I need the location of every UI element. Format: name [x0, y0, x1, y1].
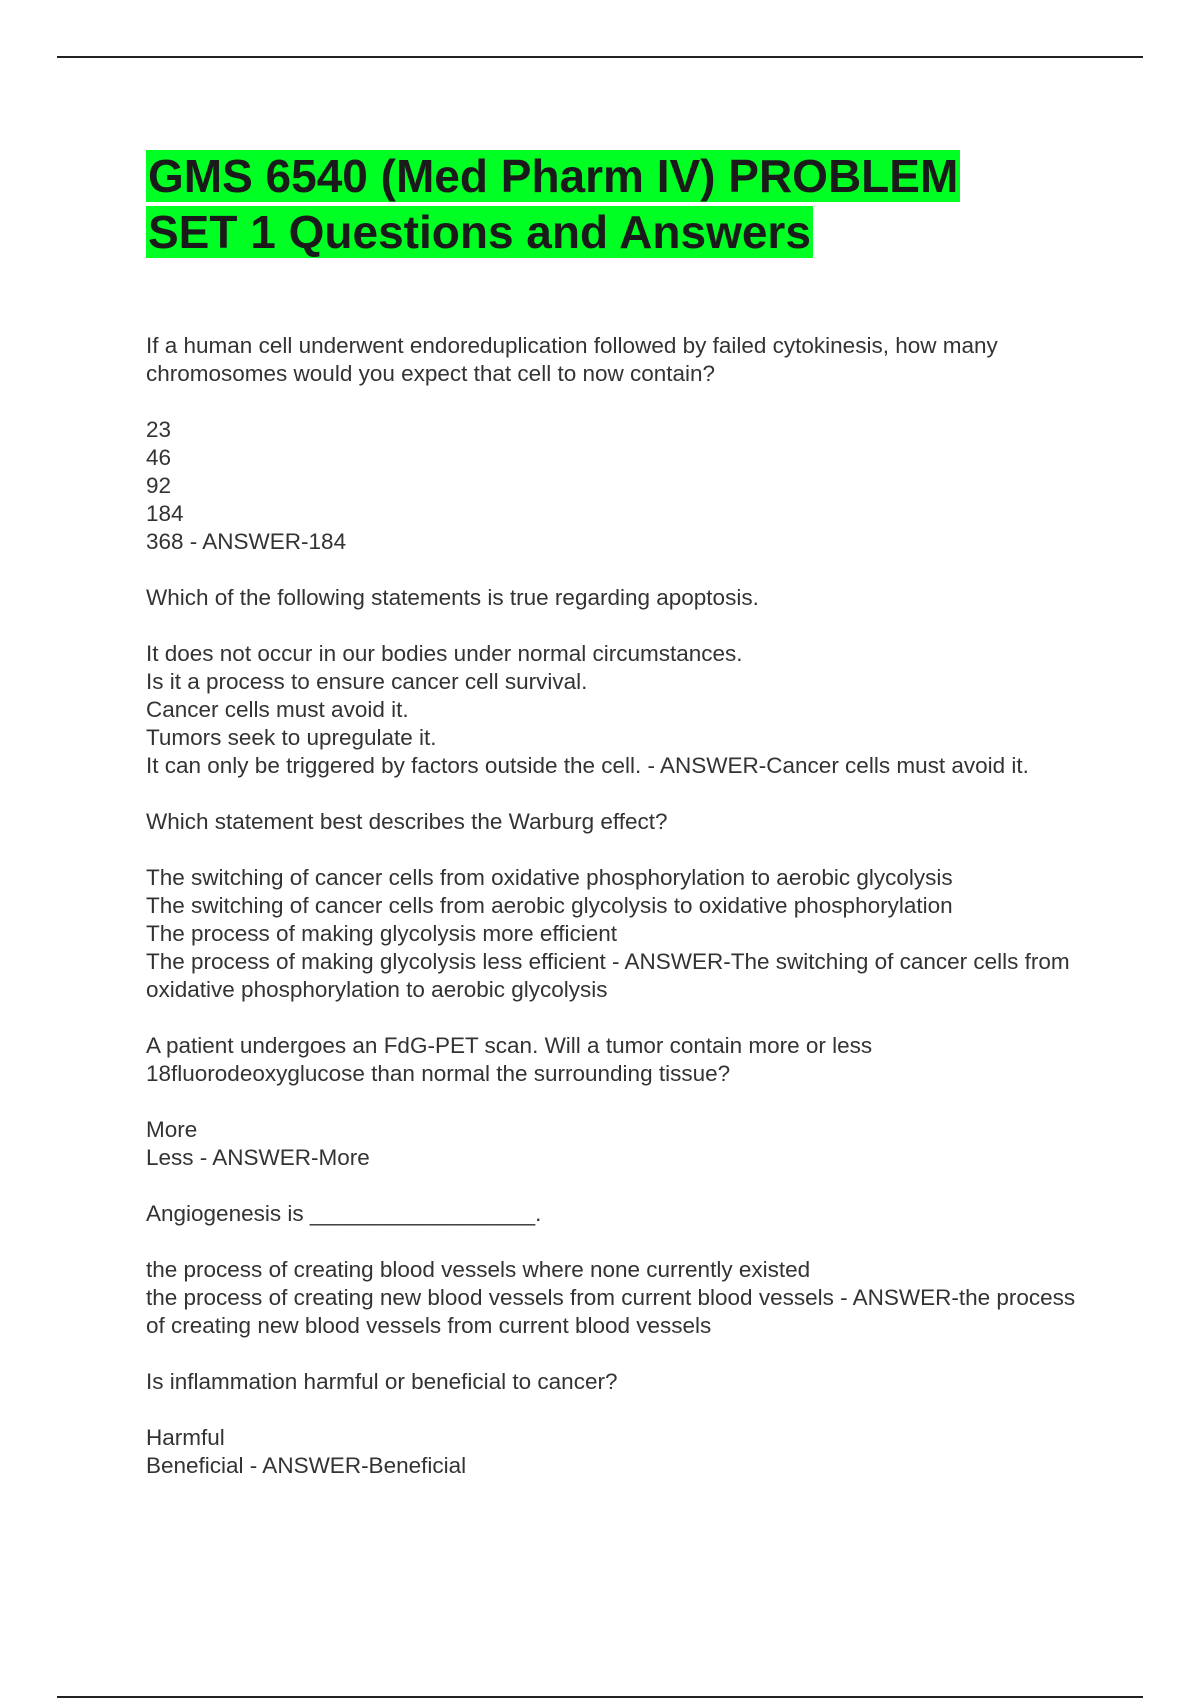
option: The process of making glycolysis more efficient [146, 921, 618, 946]
option-list [146, 864, 1086, 1004]
top-divider [57, 56, 1143, 58]
option: Cancer cells must avoid it. [146, 697, 409, 722]
question-block [146, 1200, 1086, 1340]
title-line-1: GMS 6540 (Med Pharm IV) PROBLEM [148, 150, 959, 202]
option-list [146, 416, 1086, 556]
bottom-divider [57, 1696, 1143, 1698]
option-with-answer: The process of making glycolysis less efficient - ANSWER-The switching of cancer cells from oxidative phosphorylation to aerobic glycolysis [146, 949, 1070, 1002]
option-list [146, 1424, 1086, 1480]
question-stem: A patient undergoes an FdG-PET scan. Will a tumor contain more or less 18fluorodeoxyglucose than normal the surrounding tissue? [146, 1033, 873, 1086]
option-with-answer: 368 - ANSWER-184 [146, 529, 347, 554]
option-with-answer: the process of creating new blood vessels from current blood vessels - ANSWER-the process of creating new blood vessels from current blood vessels [146, 1285, 1076, 1338]
option-list [146, 1116, 1086, 1172]
question-block [146, 332, 1086, 556]
option: 23 [146, 417, 172, 442]
question-list [146, 332, 1086, 1480]
option-list [146, 1256, 1086, 1340]
option: 46 [146, 445, 172, 470]
option: the process of creating blood vessels where none currently existed [146, 1257, 811, 1282]
option: 92 [146, 473, 172, 498]
option: It does not occur in our bodies under normal circumstances. [146, 641, 743, 666]
option: More [146, 1117, 198, 1142]
question-block [146, 1032, 1086, 1172]
option: Tumors seek to upregulate it. [146, 725, 437, 750]
option: The switching of cancer cells from oxidative phosphorylation to aerobic glycolysis [146, 865, 953, 890]
option-with-answer: It can only be triggered by factors outside the cell. - ANSWER-Cancer cells must avoid it. [146, 753, 1029, 778]
option-with-answer: Beneficial - ANSWER-Beneficial [146, 1453, 467, 1478]
option: The switching of cancer cells from aerobic glycolysis to oxidative phosphorylation [146, 893, 953, 918]
question-stem: Angiogenesis is __________________. [146, 1201, 542, 1226]
question-block [146, 584, 1086, 780]
question-stem: Which of the following statements is true regarding apoptosis. [146, 585, 759, 610]
question-stem: Which statement best describes the Warburg effect? [146, 809, 668, 834]
option: 184 [146, 501, 184, 526]
document-title [146, 148, 1086, 260]
option-with-answer: Less - ANSWER-More [146, 1145, 370, 1170]
question-block [146, 808, 1086, 1004]
question-stem: Is inflammation harmful or beneficial to cancer? [146, 1369, 618, 1394]
document-content [146, 148, 1086, 1508]
question-block [146, 1368, 1086, 1480]
option: Is it a process to ensure cancer cell survival. [146, 669, 588, 694]
question-stem: If a human cell underwent endoreduplication followed by failed cytokinesis, how many chromosomes would you expect that cell to now contain? [146, 333, 998, 386]
option: Harmful [146, 1425, 225, 1450]
title-line-2: SET 1 Questions and Answers [148, 206, 811, 258]
option-list [146, 640, 1086, 780]
